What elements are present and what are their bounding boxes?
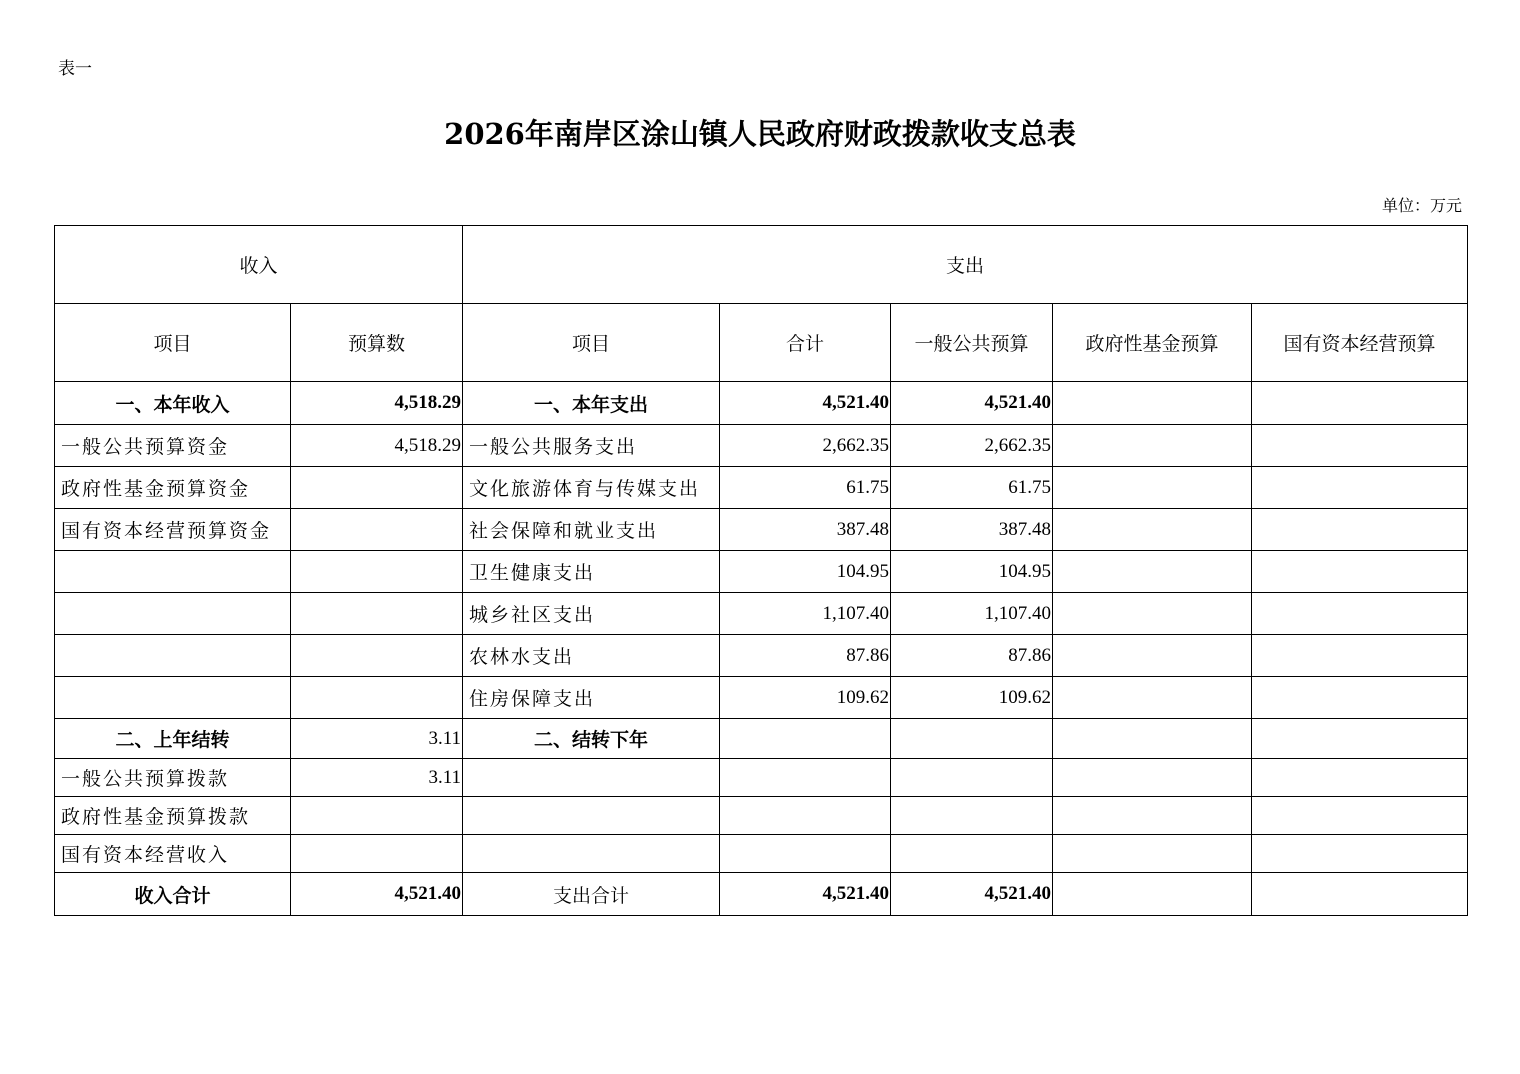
table-row [55,759,1468,797]
income-value-cell [291,677,463,719]
income-item-cell: 二、上年结转 [55,719,291,759]
general-public-cell: 104.95 [891,551,1053,593]
gov-fund-cell [1053,719,1252,759]
total-cell: 4,521.40 [720,382,891,425]
table-row [55,835,1468,873]
table-number-label: 表一 [58,59,92,79]
gov-fund-cell [1053,835,1252,873]
header-row-columns [55,304,1468,382]
total-cell: 87.86 [720,635,891,677]
general-public-header: 一般公共预算 [891,304,1053,382]
income-value-cell [291,593,463,635]
expense-item-cell: 卫生健康支出 [463,551,720,593]
income-total-value: 4,521.40 [291,873,463,916]
state-capital-cell [1252,425,1468,467]
general-public-cell: 61.75 [891,467,1053,509]
header-row-group [55,226,1468,304]
gov-fund-cell [1053,677,1252,719]
general-public-cell [891,719,1053,759]
income-value-cell: 4,518.29 [291,382,463,425]
income-header: 收入 [55,226,463,304]
income-item-cell: 一般公共预算资金 [55,425,291,467]
state-capital-cell [1252,551,1468,593]
state-capital-cell [1252,467,1468,509]
budget-summary-table [54,225,1468,916]
expense-item-cell [463,797,720,835]
income-value-cell: 3.11 [291,759,463,797]
gov-fund-cell [1053,425,1252,467]
general-public-cell: 2,662.35 [891,425,1053,467]
table-row [55,425,1468,467]
state-capital-cell [1252,593,1468,635]
expense-item-cell: 农林水支出 [463,635,720,677]
expense-item-cell: 社会保障和就业支出 [463,509,720,551]
expense-total-value: 4,521.40 [720,873,891,916]
gov-fund-header: 政府性基金预算 [1053,304,1252,382]
total-cell [720,797,891,835]
expense-item-cell: 一、本年支出 [463,382,720,425]
expense-item-cell: 文化旅游体育与传媒支出 [463,467,720,509]
state-capital-header: 国有资本经营预算 [1252,304,1468,382]
total-cell: 2,662.35 [720,425,891,467]
total-cell: 1,107.40 [720,593,891,635]
total-cell: 61.75 [720,467,891,509]
table-row [55,797,1468,835]
expense-item-cell [463,835,720,873]
income-item-cell: 国有资本经营预算资金 [55,509,291,551]
general-public-cell: 387.48 [891,509,1053,551]
income-value-cell [291,797,463,835]
state-capital-cell [1252,759,1468,797]
total-cell [720,835,891,873]
expense-item-header: 项目 [463,304,720,382]
income-item-header: 项目 [55,304,291,382]
expense-item-cell [463,759,720,797]
total-cell: 387.48 [720,509,891,551]
table-row [55,551,1468,593]
income-item-cell [55,593,291,635]
expense-header: 支出 [463,226,1468,304]
income-item-cell [55,677,291,719]
table-row [55,719,1468,759]
income-item-cell: 国有资本经营收入 [55,835,291,873]
income-item-cell [55,635,291,677]
income-item-cell: 一般公共预算拨款 [55,759,291,797]
income-item-cell: 一、本年收入 [55,382,291,425]
total-cell [720,759,891,797]
state-capital-cell [1252,635,1468,677]
total-cell [720,719,891,759]
income-item-cell [55,551,291,593]
gov-fund-cell [1053,551,1252,593]
general-public-cell: 1,107.40 [891,593,1053,635]
gov-fund-cell [1053,509,1252,551]
income-value-cell: 3.11 [291,719,463,759]
gov-fund-cell [1053,635,1252,677]
state-capital-total-value [1252,873,1468,916]
state-capital-cell [1252,509,1468,551]
gov-fund-cell [1053,797,1252,835]
income-value-cell [291,635,463,677]
state-capital-cell [1252,719,1468,759]
state-capital-cell [1252,382,1468,425]
table-row [55,509,1468,551]
gov-fund-cell [1053,382,1252,425]
general-public-cell: 87.86 [891,635,1053,677]
table-row [55,635,1468,677]
expense-item-cell: 二、结转下年 [463,719,720,759]
total-cell: 104.95 [720,551,891,593]
income-value-cell: 4,518.29 [291,425,463,467]
expense-item-cell: 一般公共服务支出 [463,425,720,467]
table-row [55,467,1468,509]
state-capital-cell [1252,835,1468,873]
income-item-cell: 政府性基金预算拨款 [55,797,291,835]
income-total-label: 收入合计 [55,873,291,916]
table-row-total [55,873,1468,916]
state-capital-cell [1252,677,1468,719]
general-public-cell [891,797,1053,835]
unit-label: 单位：万元 [1381,196,1462,215]
income-value-cell [291,509,463,551]
table-row [55,382,1468,425]
table-row [55,593,1468,635]
total-cell: 109.62 [720,677,891,719]
general-public-total-value: 4,521.40 [891,873,1053,916]
income-value-cell [291,835,463,873]
expense-item-cell: 住房保障支出 [463,677,720,719]
income-value-cell [291,467,463,509]
expense-item-cell: 城乡社区支出 [463,593,720,635]
general-public-cell [891,835,1053,873]
expense-total-label: 支出合计 [463,873,720,916]
income-item-cell: 政府性基金预算资金 [55,467,291,509]
gov-fund-cell [1053,467,1252,509]
income-value-cell [291,551,463,593]
gov-fund-total-value [1053,873,1252,916]
state-capital-cell [1252,797,1468,835]
income-budget-header: 预算数 [291,304,463,382]
general-public-cell [891,759,1053,797]
total-header: 合计 [720,304,891,382]
general-public-cell: 109.62 [891,677,1053,719]
gov-fund-cell [1053,593,1252,635]
page-title: 2026年南岸区涂山镇人民政府财政拨款收支总表 [444,117,1076,151]
general-public-cell: 4,521.40 [891,382,1053,425]
table-row [55,677,1468,719]
gov-fund-cell [1053,759,1252,797]
